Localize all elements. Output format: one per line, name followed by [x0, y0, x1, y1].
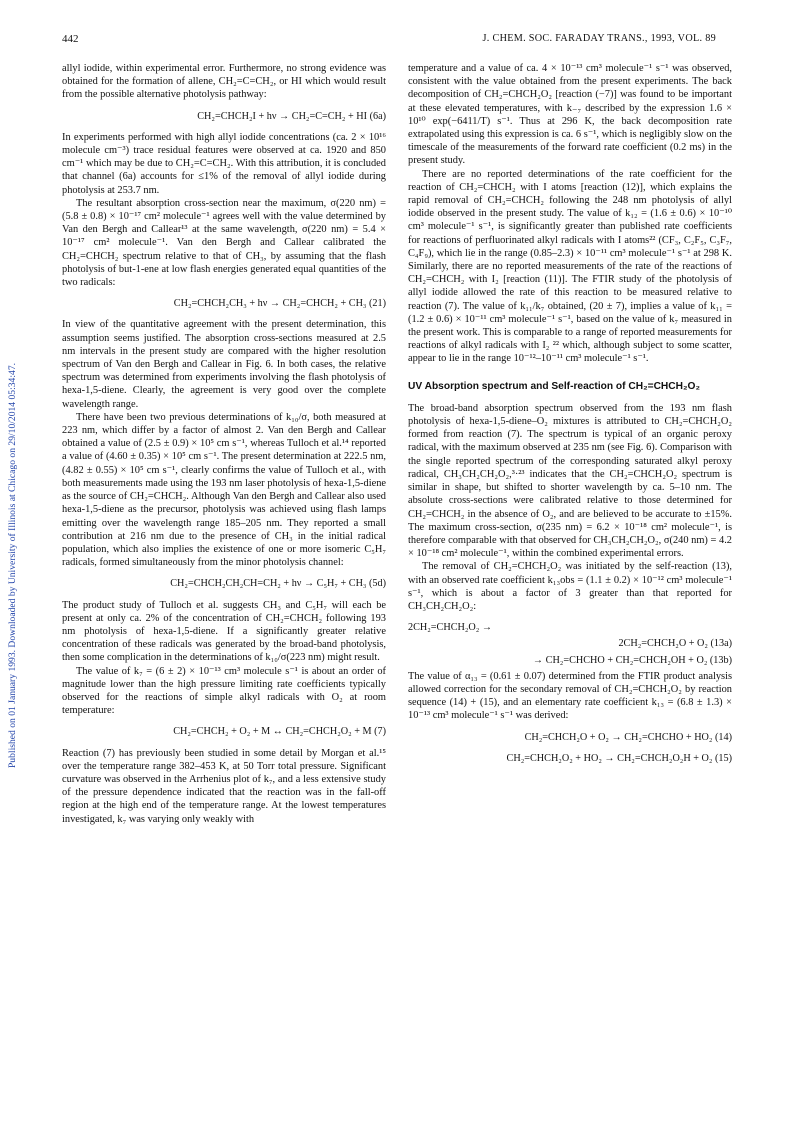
body-paragraph: Reaction (7) has previously been studied in some detail by Morgan et al.¹⁵ over the temperature range 382–453 K, at 50 Torr total pressure. Significant curvature was observed in the Arrhenius plot of k₇, and a less extensive study of the pressure dependence indicated that the reaction was in the fall-off region at the high end of the temperature range. At the lowest temperatures investigated, k₇ was varying only weakly with: [62, 747, 386, 825]
body-paragraph: In view of the quantitative agreement with the present determination, this assumption seems justified. The absorption cross-sections measured at 2.5 nm intervals in the present study are compared with the higher resolution spectrum of Van den Bergh and Callear in Fig. 6. In both cases, the relative spectrum was determined from experiments involving the flash photolysis of hexa-1,5-diene. Clearly, the agreement is very good over the complete wavelength range.: [62, 319, 386, 410]
download-notice-text: Published on 01 January 1993. Downloaded by University of Illinois at Chicago on 29/10/2014 05:34:47.: [7, 362, 19, 768]
body-paragraph: There are no reported determinations of the rate coefficient for the reaction of CH₂=CHCH₂ with I atoms [reaction (12)], which explains the rapid removal of CH₂=CHCH₂ following the 248 nm photolysis of allyl iodide observed in the present study. The value of k₁₂ = (1.6 ± 0.6) × 10⁻¹⁰ cm³ molecule⁻¹ s⁻¹, is significantly greater than published rate coefficients for reactions of perfluorinated alkyl radicals with I atoms²² (CF₃, C₂F₅, C₃F₇, C₄F₉), which lie in the range (0.85–2.3) × 10⁻¹¹ cm³ molecule⁻¹ s⁻¹ at 298 K. Similarly, there are no reported measurements of the rate of the reactions of CH₂=CHCH₂ with I₂ [reaction (11)]. The FTIR study of the photolysis of allyl iodide allowed the rate of this reaction to be measured relative to reaction (7). The value of k₁₁/k₇ obtained, (20 ± 7), implies a value of k₁₁ = (1.2 ± 0.6) × 10⁻¹¹ cm³ molecule⁻¹ s⁻¹, based on the value of k₇ measured in the present work. This is comparable to a range of reported measurements for reactions of alkyl radicals with I₂ ²² which, although subject to some scatter, appear to lie in the range 10⁻¹²–10⁻¹¹ cm³ molecule⁻¹ s⁻¹.: [408, 168, 732, 365]
left-column: [62, 62, 386, 826]
body-paragraph: There have been two previous determinations of k₁₀/σ, both measured at 223 nm, which differ by a factor of almost 2. Van den Bergh and Callear obtained a value of (2.5 ± 0.9) × 10⁵ cm s⁻¹, whereas Tulloch et al.¹⁴ reported a value of (4.60 ± 0.35) × 10⁵ cm s⁻¹. The present determination at 222.5 nm, (4.82 ± 0.55) × 10⁵ cm s⁻¹, clearly confirms the value of Tulloch et al., with both measurements made using the 193 nm laser photolysis of hexa-1,5-diene as the source of CH₂=CHCH₂. Although Van den Bergh and Callear also used hexa-1,5-diene as the precursor, photolysis was achieved using flash lamps emitting over the wavelength range 185–205 nm. They reported a small contribution at 216 nm due to the presence of CH₃ in the initial radical population, which also implies the existence of one or more isomeric C₅H₇ radicals, formed simultaneously from the minor photolysis channel:: [62, 411, 386, 569]
equation: → CH₂=CHCHO + CH₂=CHCH₂OH + O₂ (13b): [532, 654, 732, 666]
body-paragraph: The broad-band absorption spectrum observed from the 193 nm flash photolysis of hexa-1,5-diene–O₂ mixtures is attributed to CH₂=CHCH₂O₂ formed from reaction (7). The spectrum is typical of an organic peroxy radical, with the maximum observed at 235 nm (see Fig. 6). Comparison with the single reported spectrum of the corresponding saturated alkyl peroxy radical, CH₃CH₂CH₂O₂,³·²³ indicates that the CH₂=CHCH₂O₂ spectrum is similar in shape, but shifted to shorter wavelength by ca. 5–10 nm. The absolute cross-sections were calibrated relative to those determined for CH₂=CHCH₂ in the absence of O₂, and are believed to be accurate to ±15%. The maximum cross-section, σ(235 nm) = 6.2 × 10⁻¹⁸ cm² molecule⁻¹, is therefore comparable with that observed for CH₃CH₂CH₂O₂, σ(240 nm) = 4.2 × 10⁻¹⁸ cm² molecule⁻¹, within the combined experimental errors.: [408, 402, 732, 560]
equation: CH₂=CHCH₂CH₂CH=CH₂ + hν → C₅H₇ + CH₃ (5d): [170, 578, 386, 590]
body-paragraph: The removal of CH₂=CHCH₂O₂ was initiated by the self-reaction (13), with an observed rate coefficient k₁₃obs = (1.1 ± 0.2) × 10⁻¹² cm³ molecule⁻¹ s⁻¹, which is about a factor of 3 greater than that reported for CH₃CH₂CH₂O₂:: [408, 561, 732, 612]
body-paragraph: The resultant absorption cross-section near the maximum, σ(220 nm) = (5.8 ± 0.8) × 10⁻¹⁷ cm² molecule⁻¹ agrees well with the value determined by Van den Bergh and Callear¹³ at the same wavelength, σ(220 nm) = 5.4 × 10⁻¹⁷ cm² molecule⁻¹. Van den Bergh and Callear calibrated the CH₂=CHCH₂ spectrum relative to that of CH₃, by assuming that the flash photolysis of but-1-ene at low flash energies generated equal quantities of the two radicals:: [62, 197, 386, 289]
equation: CH₂=CHCH₂I + hν → CH₂=C=CH₂ + HI (6a): [197, 110, 386, 122]
right-column: [408, 62, 732, 768]
page-number: 442: [62, 33, 79, 45]
body-paragraph: In experiments performed with high allyl iodide concentrations (ca. 2 × 10¹⁶ molecule cm⁻³) trace residual features were observed at ca. 1920 and 850 cm⁻¹ which may be due to CH₂=C=CH₂. With this attribution, it is concluded that channel (6a) accounts for ≤1% of the removal of allyl iodide during photolysis at 253.7 nm.: [62, 131, 386, 196]
equation: CH₂=CHCH₂O₂ + HO₂ → CH₂=CHCH₂O₂H + O₂ (15): [506, 752, 732, 764]
equation: 2CH₂=CHCH₂O + O₂ (13a): [618, 638, 732, 650]
download-watermark: [2, 20, 24, 1110]
body-paragraph: The value of k₇ = (6 ± 2) × 10⁻¹³ cm³ molecule s⁻¹ is about an order of magnitude lower than the high pressure limiting rate coefficients typically observed for the reactions of simple alkyl radicals with O₂ at room temperature:: [62, 665, 386, 717]
body-paragraph: temperature and a value of ca. 4 × 10⁻¹³ cm³ molecule⁻¹ s⁻¹ was observed, consistent with the value obtained from the present experiments. The back decomposition of CH₂=CHCH₂O₂ [reaction (−7)] was found to be important at these elevated temperatures, with k₋₇ described by the expression 1.6 × 10¹⁰ exp(−6411/T) s⁻¹. Thus at 296 K, the back decomposition rate extrapolated using this expression is ca. 6 s⁻¹, which is negligibly slow on the timescale of the measurements of the forward rate coefficient (0.2 ms) in the present study.: [408, 63, 732, 167]
equation: 2CH₂=CHCH₂O₂ →: [408, 622, 493, 634]
equation: CH₂=CHCH₂ + O₂ + M ↔ CH₂=CHCH₂O₂ + M (7): [173, 726, 386, 738]
body-paragraph: allyl iodide, within experimental error. Furthermore, no strong evidence was obtained for the formation of allene, CH₂=C=CH₂, or HI which would result from the possible alternative photolysis pathway:: [62, 63, 386, 101]
body-paragraph: The product study of Tulloch et al. suggests CH₃ and C₅H₇ will each be present at only ca. 2% of the concentration of CH₂=CHCH₂ following 193 nm photolysis of hexa-1,5-diene. If a significantly greater relative concentration of these radicals was generated by the broad-band photolysis, then some complication in the determinations of k₁₀/σ(223 nm) might result.: [62, 599, 386, 664]
equation: CH₂=CHCH₂O + O₂ → CH₂=CHCHO + HO₂ (14): [524, 731, 732, 743]
equation: CH₂=CHCH₂CH₃ + hν → CH₂=CHCH₂ + CH₃ (21): [173, 298, 386, 310]
journal-header: J. CHEM. SOC. FARADAY TRANS., 1993, VOL. 89: [482, 33, 716, 44]
body-paragraph: The value of α₁₃ = (0.61 ± 0.07) determined from the FTIR product analysis allowed correction for the secondary removal of CH₂=CHCH₂O₂ by reaction sequence (14) + (15), and an elementary rate coefficient k₁₃ = (6.8 ± 1.3) × 10⁻¹³ cm³ molecule⁻¹ s⁻¹ was derived:: [408, 670, 732, 722]
section-heading: UV Absorption spectrum and Self-reaction of CH₂=CHCH₂O₂: [408, 380, 700, 392]
